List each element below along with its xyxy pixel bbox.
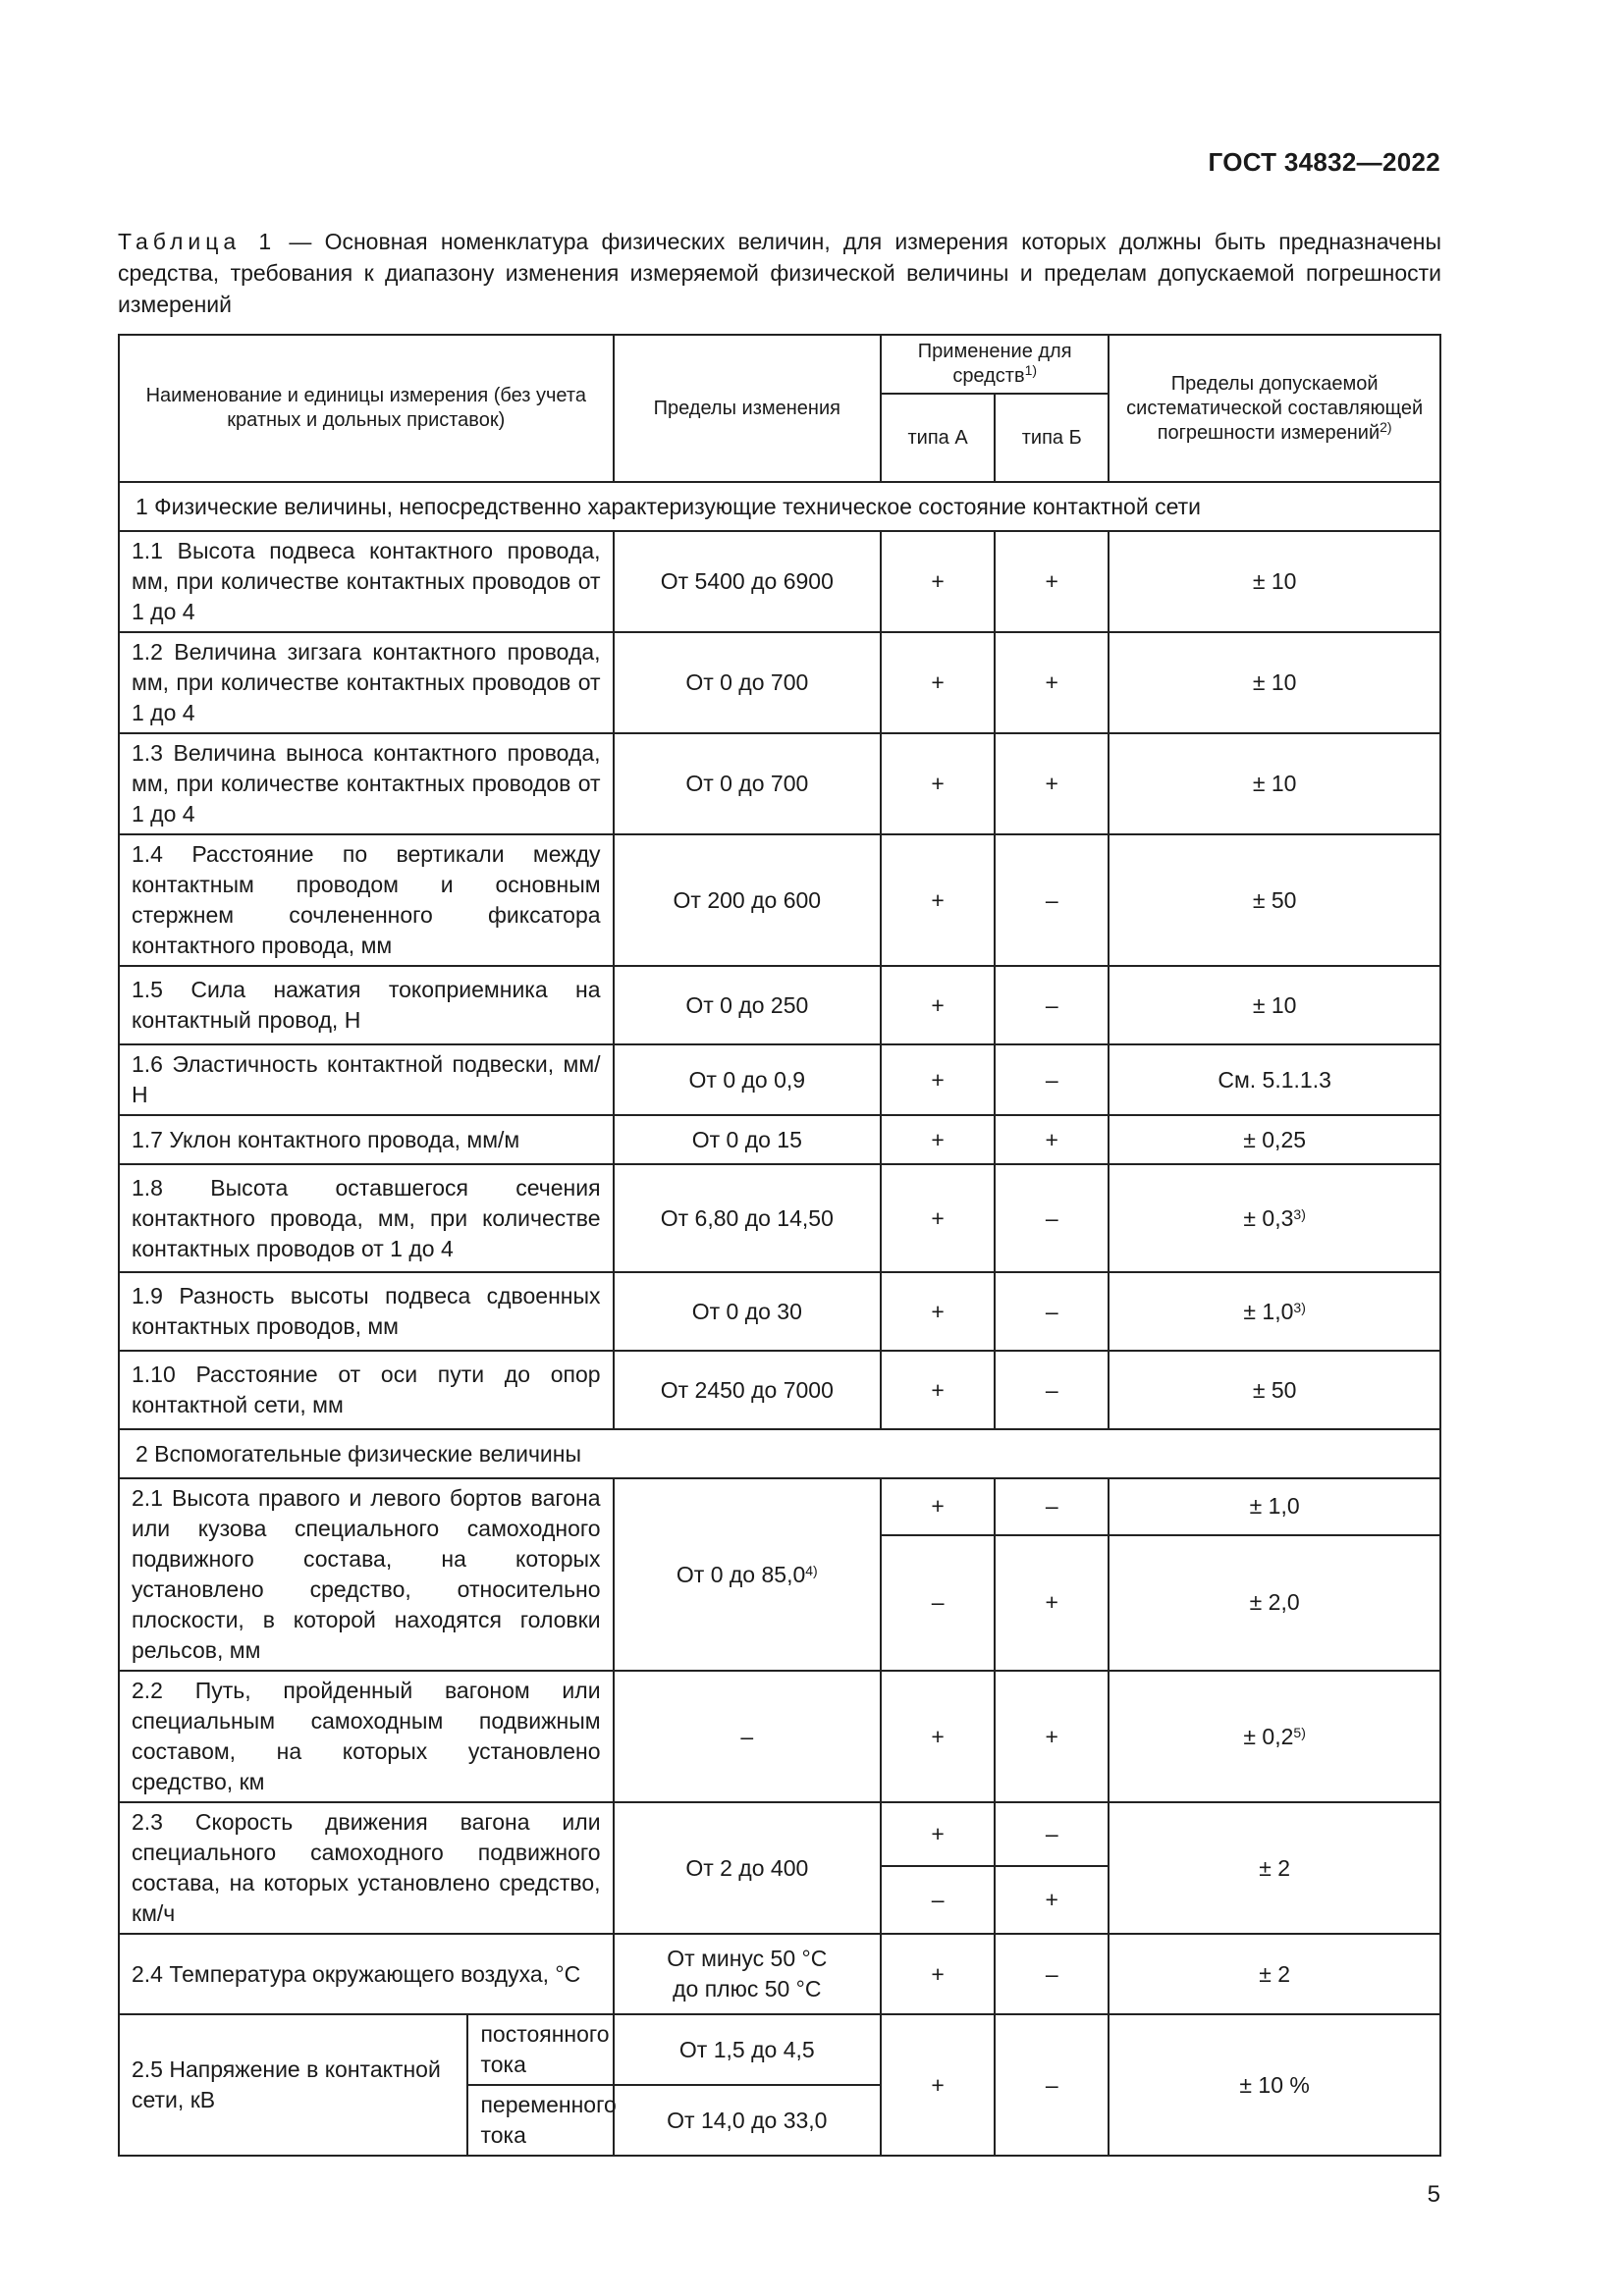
table-row xyxy=(119,1164,1440,1272)
table-caption-text: — Основная номенклатура физических величин, для измерения которых должны быть предназначены средства, требования к диапазону изменения измеряемой физической величины и пределам допускаемой погрешности измерений xyxy=(118,229,1441,317)
row-limits: От 14,0 до 33,0 xyxy=(614,2085,882,2156)
row-limits xyxy=(614,1478,882,1671)
table-caption xyxy=(118,226,1441,320)
row-type-b: + xyxy=(995,531,1109,632)
row-limits: От 0 до 0,9 xyxy=(614,1044,882,1115)
row-type-b: – xyxy=(995,2014,1109,2156)
row-type-a: + xyxy=(881,1478,995,1535)
footnote-ref: 2) xyxy=(1380,418,1392,435)
row-error xyxy=(1109,1164,1440,1272)
row-error: ± 0,25 xyxy=(1109,1115,1440,1164)
row-limits-line: до плюс 50 °С xyxy=(673,1976,822,2002)
row-type-a: + xyxy=(881,1671,995,1802)
row-type-b: + xyxy=(995,733,1109,834)
row-subname: переменного тока xyxy=(467,2085,613,2156)
page-number: 5 xyxy=(1427,2181,1440,2208)
row-type-a: – xyxy=(881,1866,995,1934)
row-type-b: + xyxy=(995,632,1109,733)
row-type-a: + xyxy=(881,1272,995,1351)
row-name: 2.3 Скорость движения вагона или специального самоходного подвижного состава, на которых установлено средство, км/ч xyxy=(119,1802,614,1934)
row-error: ± 2 xyxy=(1109,1802,1440,1934)
row-type-b: + xyxy=(995,1535,1109,1671)
table-row xyxy=(119,966,1440,1044)
row-name: 1.7 Уклон контактного провода, мм/м xyxy=(119,1115,614,1164)
row-error: ± 50 xyxy=(1109,834,1440,966)
row-type-a: + xyxy=(881,1802,995,1866)
row-type-b: – xyxy=(995,1272,1109,1351)
row-limits: От 2 до 400 xyxy=(614,1802,882,1934)
row-type-a: + xyxy=(881,1351,995,1429)
row-error-text: ± 0,3 xyxy=(1243,1204,1294,1231)
row-error: ± 10 xyxy=(1109,733,1440,834)
table-row xyxy=(119,1115,1440,1164)
row-name: 1.4 Расстояние по вертикали между контактным проводом и основным стержнем сочлененного фиксатора контактного провода, мм xyxy=(119,834,614,966)
table-row xyxy=(119,1351,1440,1429)
row-type-a: – xyxy=(881,1535,995,1671)
row-error-text: ± 1,0 xyxy=(1243,1298,1294,1324)
row-type-a: + xyxy=(881,966,995,1044)
row-type-a: + xyxy=(881,1164,995,1272)
header-application-text: Применение для средств xyxy=(917,341,1072,387)
row-error: ± 1,0 xyxy=(1109,1478,1440,1535)
row-type-a: + xyxy=(881,1044,995,1115)
row-name: 1.3 Величина выноса контактного провода, мм, при количестве контактных проводов от 1 до 4 xyxy=(119,733,614,834)
header-error xyxy=(1109,335,1440,482)
row-error: ± 2 xyxy=(1109,1934,1440,2014)
row-limits: От 5400 до 6900 xyxy=(614,531,882,632)
row-type-b: – xyxy=(995,1164,1109,1272)
header-limits: Пределы изменения xyxy=(614,335,882,482)
row-error: ± 10 % xyxy=(1109,2014,1440,2156)
header-application xyxy=(881,335,1109,394)
row-name: 1.1 Высота подвеса контактного провода, мм, при количестве контактных проводов от 1 до 4 xyxy=(119,531,614,632)
row-type-b: – xyxy=(995,1802,1109,1866)
row-limits: От 0 до 700 xyxy=(614,733,882,834)
row-error: ± 50 xyxy=(1109,1351,1440,1429)
row-limits: От 6,80 до 14,50 xyxy=(614,1164,882,1272)
standard-id: ГОСТ 34832—2022 xyxy=(1208,147,1440,177)
row-limits: – xyxy=(614,1671,882,1802)
footnote-ref: 5) xyxy=(1293,1724,1306,1740)
row-name: 2.5 Напряжение в контактной сети, кВ xyxy=(119,2014,467,2156)
row-name: 1.10 Расстояние от оси пути до опор контактной сети, мм xyxy=(119,1351,614,1429)
table-row xyxy=(119,1044,1440,1115)
row-error xyxy=(1109,1671,1440,1802)
row-name: 2.2 Путь, пройденный вагоном или специальным самоходным подвижным составом, на которых установлено средство, км xyxy=(119,1671,614,1802)
row-error: См. 5.1.1.3 xyxy=(1109,1044,1440,1115)
row-error: ± 10 xyxy=(1109,966,1440,1044)
row-type-a: + xyxy=(881,531,995,632)
row-type-a: + xyxy=(881,2014,995,2156)
row-limits: От 0 до 15 xyxy=(614,1115,882,1164)
row-type-b: + xyxy=(995,1115,1109,1164)
header-error-text: Пределы допускаемой систематической составляющей погрешности измерений xyxy=(1126,372,1424,444)
header-type-b: типа Б xyxy=(995,394,1109,482)
row-type-a: + xyxy=(881,1115,995,1164)
row-name: 1.5 Сила нажатия токоприемника на контактный провод, Н xyxy=(119,966,614,1044)
row-name: 1.8 Высота оставшегося сечения контактного провода, мм, при количестве контактных проводов от 1 до 4 xyxy=(119,1164,614,1272)
footnote-ref: 4) xyxy=(805,1562,818,1578)
table-row xyxy=(119,531,1440,632)
row-limits: От 2450 до 7000 xyxy=(614,1351,882,1429)
row-type-b: – xyxy=(995,834,1109,966)
row-error-text: ± 0,2 xyxy=(1243,1723,1294,1749)
row-type-b: – xyxy=(995,966,1109,1044)
table-row xyxy=(119,1272,1440,1351)
row-type-a: + xyxy=(881,1934,995,2014)
row-type-b: – xyxy=(995,1934,1109,2014)
row-name: 2.4 Температура окружающего воздуха, °С xyxy=(119,1934,614,2014)
row-limits-text: От 0 до 85,0 xyxy=(676,1561,806,1587)
row-limits: От 0 до 30 xyxy=(614,1272,882,1351)
table-row xyxy=(119,834,1440,966)
row-limits: От 0 до 250 xyxy=(614,966,882,1044)
nomenclature-table xyxy=(118,334,1441,2157)
header-name: Наименование и единицы измерения (без учета кратных и дольных приставок) xyxy=(119,335,614,482)
row-type-b: – xyxy=(995,1478,1109,1535)
row-limits-line: От минус 50 °С xyxy=(667,1946,828,1971)
row-limits: От 200 до 600 xyxy=(614,834,882,966)
row-type-a: + xyxy=(881,632,995,733)
row-type-a: + xyxy=(881,733,995,834)
row-name: 1.2 Величина зигзага контактного провода, мм, при количестве контактных проводов от 1 до 4 xyxy=(119,632,614,733)
row-name: 2.1 Высота правого и левого бортов вагона или кузова специального самоходного подвижного состава, на которых установлено средство, относительно плоскости, в которой находятся головки рельсов, мм xyxy=(119,1478,614,1671)
footnote-ref: 3) xyxy=(1293,1205,1306,1222)
section-heading: 1 Физические величины, непосредственно характеризующие техническое состояние контактной сети xyxy=(119,482,1440,531)
footnote-ref: 1) xyxy=(1024,362,1038,378)
section-heading: 2 Вспомогательные физические величины xyxy=(119,1429,1440,1478)
row-type-b: + xyxy=(995,1866,1109,1934)
footnote-ref: 3) xyxy=(1293,1299,1306,1315)
table-caption-label: Таблица 1 xyxy=(118,229,277,254)
row-error: ± 10 xyxy=(1109,632,1440,733)
row-name: 1.9 Разность высоты подвеса сдвоенных контактных проводов, мм xyxy=(119,1272,614,1351)
row-type-b: + xyxy=(995,1671,1109,1802)
table-row xyxy=(119,632,1440,733)
row-name: 1.6 Эластичность контактной подвески, мм/Н xyxy=(119,1044,614,1115)
header-type-a: типа А xyxy=(881,394,995,482)
row-type-a: + xyxy=(881,834,995,966)
row-error: ± 10 xyxy=(1109,531,1440,632)
row-limits xyxy=(614,1934,882,2014)
table-row xyxy=(119,733,1440,834)
row-type-b: – xyxy=(995,1351,1109,1429)
row-subname: постоянного тока xyxy=(467,2014,613,2085)
row-limits: От 1,5 до 4,5 xyxy=(614,2014,882,2085)
row-type-b: – xyxy=(995,1044,1109,1115)
row-limits: От 0 до 700 xyxy=(614,632,882,733)
row-error: ± 2,0 xyxy=(1109,1535,1440,1671)
row-error xyxy=(1109,1272,1440,1351)
